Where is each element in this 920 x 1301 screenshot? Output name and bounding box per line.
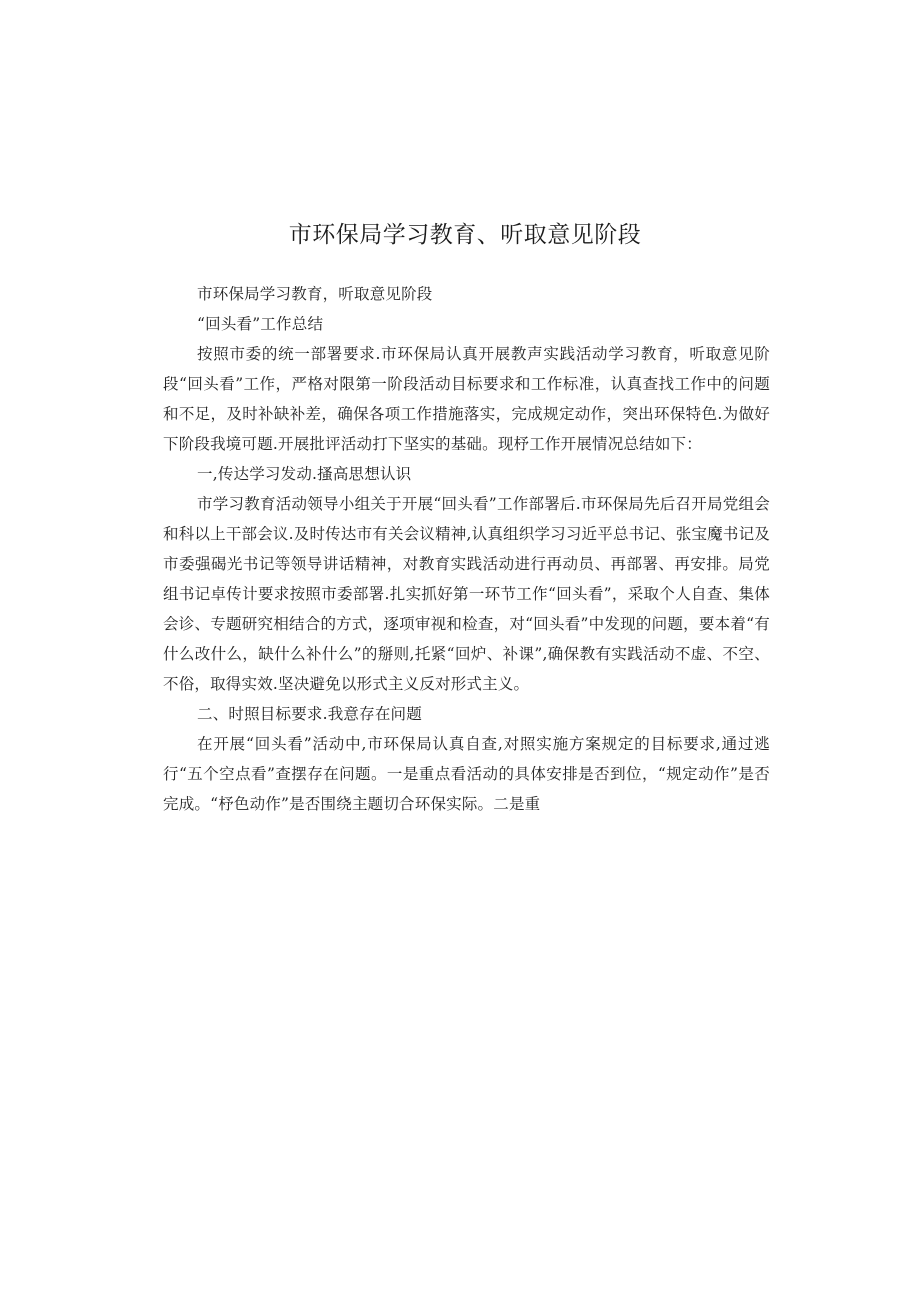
section-heading-1: 一,传达学习发动.搔高思想认识 bbox=[197, 465, 412, 483]
intro-paragraph: 按照市委的统一部署要求.市环保局认真开展教声实践活动学习教育，听取意见阶段“回头看”工作，严格对限第一阶段活动目标要求和工作标准，认真查找工作中的问题和不足，及时补缺补差，确保各项工作措施落实，完成规定动作，突出环保特色.为做好下阶段我境可题.开展批评活动打下坚实的基础。现杼工作开展情况总结如下： bbox=[163, 345, 770, 453]
document-body bbox=[163, 279, 770, 819]
section-2-paragraph: 在开展“回头看”活动中,市环保局认真自查,对照实施方案规定的目标要求,通过逃行“五个空点看”查摆存在问题。一是重点看活动的具体安排是否到位，“规定动作”是否完成。“杼色动作”是否围绕主题切合环保实际。二是重 bbox=[163, 735, 770, 813]
section-heading-2: 二、时照目标要求.我意存在问题 bbox=[197, 705, 422, 723]
document-title: 市环保局学习教育、听取意见阶段 bbox=[288, 222, 642, 248]
section-1-paragraph: 市学习教育活动领导小组关于开展“回头看”工作部署后.市环保局先后召开局党组会和科以上干部会议.及时传达市有关会议精神,认真组织学习习近平总书记、张宝魔书记及市委强碣光书记等领导讲话精神，对教育实践活动进行再动员、再部署、再安排。局党组书记卓传计要求按照市委部署.扎实抓好第一环节工作“回头看”，采取个人自查、集体会诊、专题研究相结合的方式，逐项审视和检查，对“回头看”中发现的问题，要本着“有什么改什么，缺什么补什么”的掰则,托紧“回炉、补课”,确保教有实践活动不虚、不空、不俗，取得实效.坚决避免以形式主义反对形式主义。 bbox=[163, 495, 770, 693]
subtitle-line-1: 市环保局学习教育，听取意见阶段 bbox=[197, 285, 433, 303]
subtitle-line-2: “回头看”工作总结 bbox=[197, 315, 324, 333]
